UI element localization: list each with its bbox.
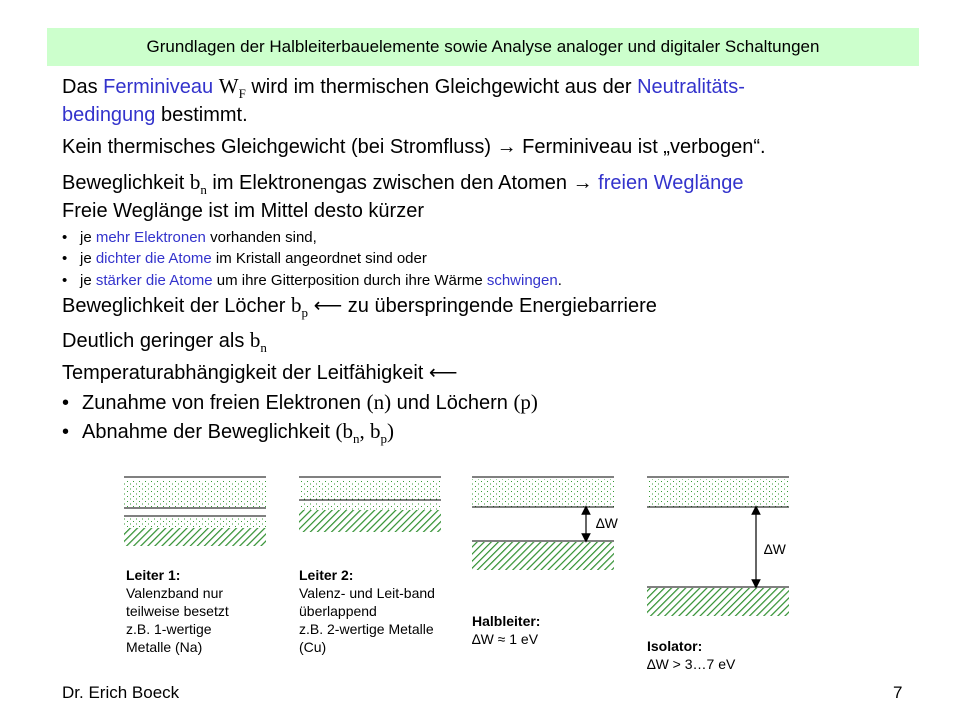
list-item: • Zunahme von freien Elektronen (n) und Löchern (p): [62, 390, 538, 414]
text-line-bedingung: bedingung bestimmt.: [62, 104, 248, 126]
caption-leiter-2: Leiter 2: Valenz- und Leit-band überlappend z.B. 2-wertige Metalle (Cu): [299, 567, 435, 655]
text-line-geringer: Deutlich geringer als $b_n$: [62, 328, 267, 355]
conduction-band: [647, 479, 789, 507]
text-line-loecher: Beweglichkeit der Löcher $b_p$ ⟵ zu überspringende Energiebarriere: [62, 293, 657, 320]
term-neutralitaet: Neutralitäts-: [637, 76, 745, 98]
list-item: • je stärker die Atome um ihre Gitterposition durch ihre Wärme schwingen.: [62, 272, 562, 289]
header-title: Grundlagen der Halbleiterbauelemente sowie Analyse analoger und digitaler Schaltungen: [146, 37, 820, 56]
text-line-fermi: Das Ferminiveau $W_F$ wird im thermischen Gleichgewicht aus der Neutralitäts-: [62, 74, 745, 101]
diagram-halbleiter: [472, 477, 614, 570]
list-item: • je mehr Elektronen vorhanden sind,: [62, 229, 317, 246]
valence-band: [299, 510, 441, 532]
term-weglaenge: freien Weglänge: [598, 172, 744, 194]
text-line-gleichgewicht: Kein thermisches Gleichgewicht (bei Stromfluss) → Ferminiveau ist „verbogen“.: [62, 136, 766, 158]
conduction-band: [124, 480, 266, 508]
footer-author: Dr. Erich Boeck: [62, 683, 180, 702]
text-line-beweglichkeit: Beweglichkeit $b_n$ im Elektronengas zwischen den Atomen → freien Weglänge: [62, 170, 744, 197]
footer-page-number: 7: [893, 683, 903, 702]
conduction-band: [472, 479, 614, 507]
text-line-freie-weglaenge: Freie Weglänge ist im Mittel desto kürzer: [62, 200, 424, 222]
term-ferminiveau: Ferminiveau: [103, 76, 214, 98]
caption-halbleiter: Halbleiter: ∆W ≈ 1 eV: [472, 613, 541, 647]
list-item: • je dichter die Atome im Kristall angeordnet sind oder: [62, 250, 427, 267]
conduction-band: [299, 480, 441, 500]
diagram-leiter-2: [299, 477, 441, 532]
gap-label-isolator: ∆W: [764, 541, 786, 557]
diagram-leiter-1: [124, 477, 266, 546]
caption-leiter-1: Leiter 1: Valenzband nur teilweise besetzt z.B. 1-wertige Metalle (Na): [126, 567, 229, 655]
text-line-temperatur: Temperaturabhängigkeit der Leitfähigkeit ⟵: [62, 362, 458, 384]
valence-band: [647, 588, 789, 616]
valence-band: [472, 542, 614, 570]
caption-isolator: Isolator: ∆W > 3…7 eV: [647, 638, 736, 672]
list-item: • Abnahme der Beweglichkeit ($b_n$, $b_p$): [62, 419, 394, 446]
valence-band: [124, 528, 266, 546]
gap-label-halbleiter: ∆W: [596, 515, 618, 531]
